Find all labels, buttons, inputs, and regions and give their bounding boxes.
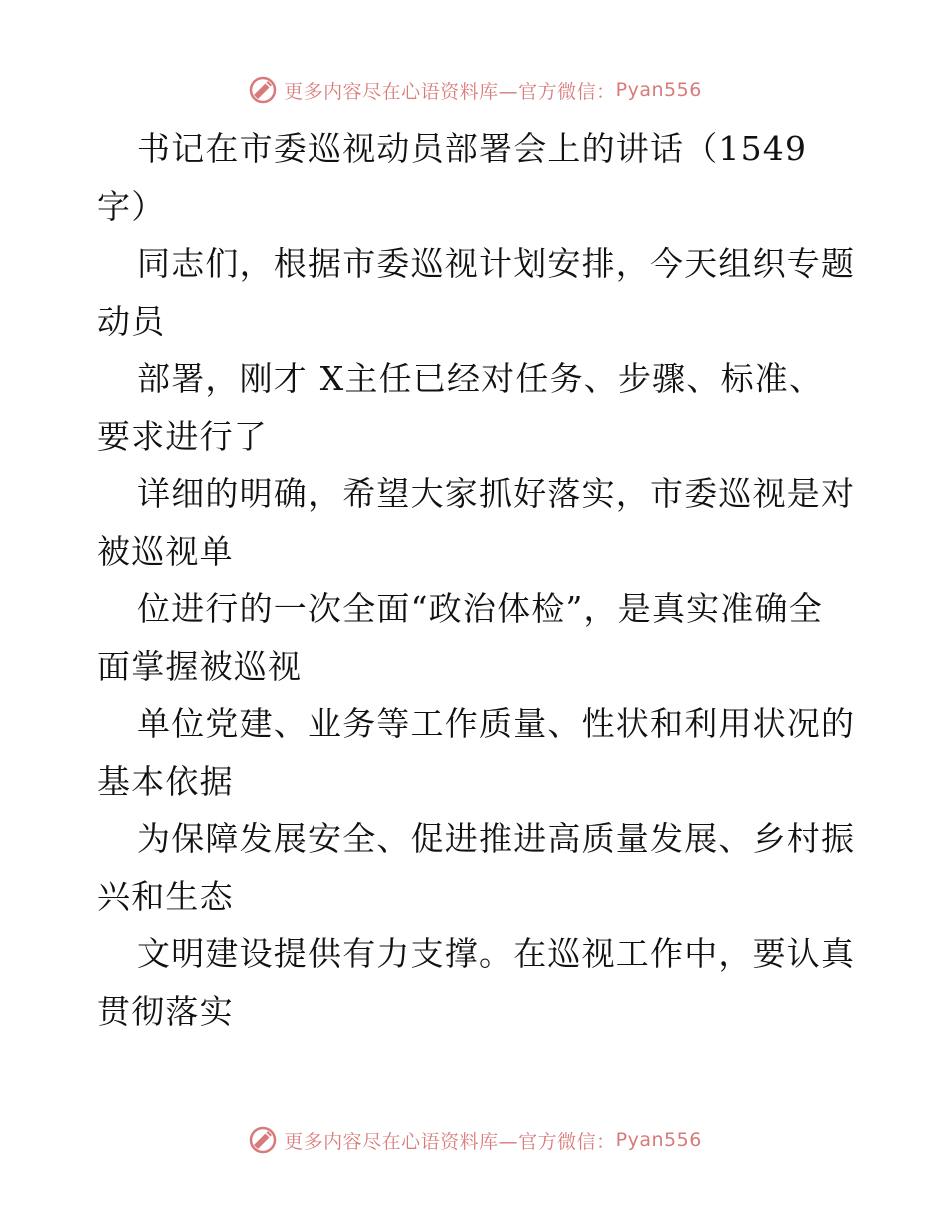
footer-watermark xyxy=(0,1120,950,1160)
pen-logo-icon xyxy=(248,1125,278,1155)
paragraph-line: 同志们，根据市委巡视计划安排，今天组织专题 xyxy=(137,244,856,283)
watermark-text: 更多内容尽在心语资料库—官方微信： xyxy=(284,80,616,103)
paragraph-line: 单位党建、业务等工作质量、性状和利用状况的 xyxy=(137,704,856,743)
paragraph-line: 面掌握被巡视 xyxy=(97,646,303,686)
watermark-wechat-id: Pyan556 xyxy=(615,79,702,101)
paragraph-line: 基本依据 xyxy=(97,761,234,801)
paragraph-line: 贯彻落实 xyxy=(97,991,234,1031)
paragraph-line: 被巡视单 xyxy=(97,531,234,571)
paragraph-line: 为保障发展安全、促进推进高质量发展、乡村振 xyxy=(137,819,856,858)
pen-logo-icon xyxy=(248,75,278,105)
document-body xyxy=(97,120,857,1040)
paragraph-line: 动员 xyxy=(97,301,166,341)
paragraph-line: 要求进行了 xyxy=(97,416,268,456)
watermark-wechat-id: Pyan556 xyxy=(615,1129,702,1151)
paragraph-line: 详细的明确，希望大家抓好落实，市委巡视是对 xyxy=(137,474,856,513)
header-watermark xyxy=(0,70,950,110)
paragraph-line: 位进行的一次全面“政治体检”，是真实准确全 xyxy=(137,589,823,628)
document-title-line: 书记在市委巡视动员部署会上的讲话（1549 xyxy=(137,129,808,168)
watermark-text: 更多内容尽在心语资料库—官方微信： xyxy=(284,1130,616,1153)
paragraph-line: 文明建设提供有力支撑。在巡视工作中，要认真 xyxy=(137,934,856,973)
paragraph-line: 部署，刚才 X主任已经对任务、步骤、标准、 xyxy=(137,359,824,398)
paragraph-line: 兴和生态 xyxy=(97,876,234,916)
document-title-line: 字） xyxy=(97,186,166,226)
